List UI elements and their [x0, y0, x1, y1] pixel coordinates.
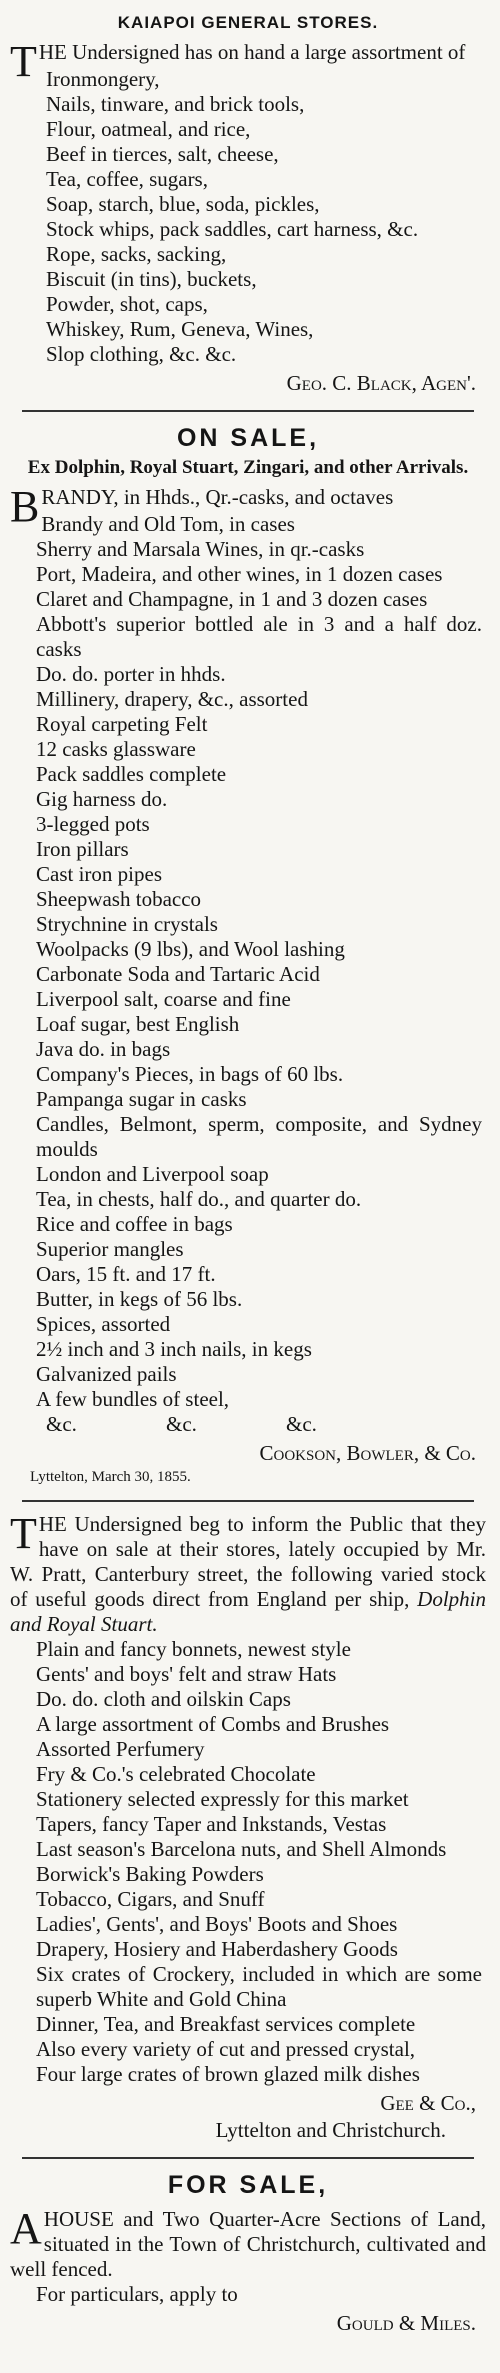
- list-item: Biscuit (in tins), buckets,: [46, 267, 257, 291]
- ad-signature: Gould & Miles.: [336, 2311, 476, 2335]
- etcetera-line: [10, 1412, 486, 1437]
- list-item: A large assortment of Combs and Brushes: [36, 1712, 390, 1736]
- list-item: Java do. in bags: [36, 1037, 171, 1061]
- drop-cap: A: [10, 2204, 42, 2253]
- goods-list: [10, 512, 486, 1412]
- list-item: Soap, starch, blue, soda, pickles,: [46, 192, 320, 216]
- ad-heading: KAIAPOI GENERAL STORES.: [117, 13, 379, 32]
- lead-text: RANDY, in Hhds., Qr.-casks, and octaves: [41, 485, 394, 509]
- list-item: Do. do. porter in hhds.: [36, 662, 226, 686]
- list-item: Powder, shot, caps,: [46, 292, 208, 316]
- list-item: Dinner, Tea, and Breakfast services complete: [36, 2012, 416, 2036]
- list-item: Rope, sacks, sacking,: [46, 242, 227, 266]
- lead-text: HOUSE and Two Quarter-Acre Sections of Land, situated in the Town of Christchurch, cultivated and well fenced.: [10, 2207, 486, 2281]
- etc-mark: &c.: [286, 1412, 317, 1436]
- list-item: Spices, assorted: [36, 1312, 171, 1336]
- etc-mark: &c.: [166, 1412, 197, 1436]
- ad-signature: Gee & Co.,: [380, 2091, 476, 2115]
- ad-place: Lyttelton and Christchurch.: [215, 2118, 446, 2142]
- ad-signature: Cookson, Bowler, & Co.: [259, 1441, 476, 1465]
- list-item: Loaf sugar, best English: [36, 1012, 240, 1036]
- list-item: London and Liverpool soap: [36, 1162, 269, 1186]
- list-item: Nails, tinware, and brick tools,: [46, 92, 305, 116]
- list-item: Last season's Barcelona nuts, and Shell Almonds: [36, 1837, 447, 1861]
- list-item: Assorted Perfumery: [36, 1737, 205, 1761]
- ad-subheading: Ex Dolphin, Royal Stuart, Zingari, and other Arrivals.: [27, 457, 469, 478]
- list-item: Company's Pieces, in bags of 60 lbs.: [36, 1062, 344, 1086]
- list-item: Six crates of Crockery, included in which are some superb White and Gold China: [36, 1962, 482, 2011]
- list-item: Gents' and boys' felt and straw Hats: [36, 1662, 337, 1686]
- list-item: Borwick's Baking Powders: [36, 1862, 264, 1886]
- list-item: Oars, 15 ft. and 17 ft.: [36, 1262, 216, 1286]
- list-item: Galvanized pails: [36, 1362, 177, 1386]
- apply-line: For particulars, apply to: [36, 2282, 238, 2306]
- list-item: 12 casks glassware: [36, 737, 196, 761]
- list-item: Whiskey, Rum, Geneva, Wines,: [46, 317, 314, 341]
- list-item: A few bundles of steel,: [36, 1387, 230, 1411]
- on-sale-advertisement: [10, 422, 486, 1486]
- list-item: Stationery selected expressly for this market: [36, 1787, 409, 1811]
- ad-signature: Geo. C. Black, Agen'.: [286, 371, 476, 395]
- goods-list: [10, 67, 486, 367]
- list-item: Claret and Champagne, in 1 and 3 dozen cases: [36, 587, 428, 611]
- list-item: Liverpool salt, coarse and fine: [36, 987, 291, 1011]
- list-item: Iron pillars: [36, 837, 129, 861]
- list-item: Tea, in chests, half do., and quarter do.: [36, 1187, 362, 1211]
- place-date: Lyttelton, March 30, 1855.: [30, 1469, 191, 1485]
- list-item: Butter, in kegs of 56 lbs.: [36, 1287, 243, 1311]
- list-item: Plain and fancy bonnets, newest style: [36, 1637, 351, 1661]
- list-item: Rice and coffee in bags: [36, 1212, 233, 1236]
- list-item: Drapery, Hosiery and Haberdashery Goods: [36, 1937, 398, 1961]
- list-item: Port, Madeira, and other wines, in 1 dozen cases: [36, 562, 443, 586]
- kaiapoi-advertisement: [10, 12, 486, 396]
- list-item: Woolpacks (9 lbs), and Wool lashing: [36, 937, 345, 961]
- ad-heading: ON SALE,: [176, 424, 320, 452]
- list-item: Flour, oatmeal, and rice,: [46, 117, 251, 141]
- list-item: Superior mangles: [36, 1237, 184, 1261]
- list-item: Ladies', Gents', and Boys' Boots and Shoes: [36, 1912, 398, 1936]
- ship-names: Dolphin and Royal Stuart.: [10, 1587, 486, 1636]
- ad-lead-paragraph: [10, 1509, 486, 1637]
- list-item: Pack saddles complete: [36, 762, 227, 786]
- list-item: Four large crates of brown glazed milk dishes: [36, 2062, 420, 2086]
- list-item: Slop clothing, &c. &c.: [46, 342, 237, 366]
- drop-cap: T: [10, 37, 37, 86]
- section-divider: [22, 2157, 474, 2159]
- list-item: Do. do. cloth and oilskin Caps: [36, 1687, 291, 1711]
- ad-lead-paragraph: [10, 2204, 486, 2282]
- ad-heading: FOR SALE,: [167, 2171, 329, 2199]
- list-item: Beef in tierces, salt, cheese,: [46, 142, 279, 166]
- list-item: Gig harness do.: [36, 787, 168, 811]
- list-item: Tobacco, Cigars, and Snuff: [36, 1887, 265, 1911]
- drop-cap: T: [10, 1509, 37, 1558]
- goods-list: [10, 1637, 486, 2087]
- list-item: Fry & Co.'s celebrated Chocolate: [36, 1762, 316, 1786]
- list-item: Carbonate Soda and Tartaric Acid: [36, 962, 320, 986]
- list-item: Tea, coffee, sugars,: [46, 167, 208, 191]
- list-item: Stock whips, pack saddles, cart harness, &c.: [46, 217, 419, 241]
- list-item: Ironmongery,: [46, 67, 160, 91]
- list-item: Strychnine in crystals: [36, 912, 218, 936]
- lead-text: HE Undersigned has on hand a large assortment of: [38, 40, 466, 64]
- gee-and-co-advertisement: [10, 1509, 486, 2143]
- list-item: Cast iron pipes: [36, 862, 162, 886]
- section-divider: [22, 1500, 474, 1502]
- list-item: Millinery, drapery, &c., assorted: [36, 687, 308, 711]
- list-item: Also every variety of cut and pressed crystal,: [36, 2037, 416, 2061]
- list-item: Brandy and Old Tom, in cases: [41, 512, 295, 536]
- etc-mark: &c.: [46, 1412, 77, 1436]
- list-item: Tapers, fancy Taper and Inkstands, Vestas: [36, 1812, 387, 1836]
- list-item: Sherry and Marsala Wines, in qr.-casks: [36, 537, 365, 561]
- lead-text: HE Undersigned beg to inform the Public that they have on sale at their stores, lately occupied by Mr. W. Pratt, Canterbury street, the following varied stock of useful goods direct from England per ship,: [10, 1512, 486, 1611]
- list-item: Abbott's superior bottled ale in 3 and a half doz. casks: [36, 612, 482, 661]
- list-item: Sheepwash tobacco: [36, 887, 202, 911]
- list-item: Pampanga sugar in casks: [36, 1087, 247, 1111]
- list-item: Candles, Belmont, sperm, composite, and Sydney moulds: [36, 1112, 482, 1161]
- list-item: Royal carpeting Felt: [36, 712, 208, 736]
- for-sale-advertisement: [10, 2169, 486, 2336]
- section-divider: [22, 410, 474, 412]
- list-item: 2½ inch and 3 inch nails, in kegs: [36, 1337, 312, 1361]
- list-item: 3-legged pots: [36, 812, 150, 836]
- drop-cap: B: [10, 482, 40, 531]
